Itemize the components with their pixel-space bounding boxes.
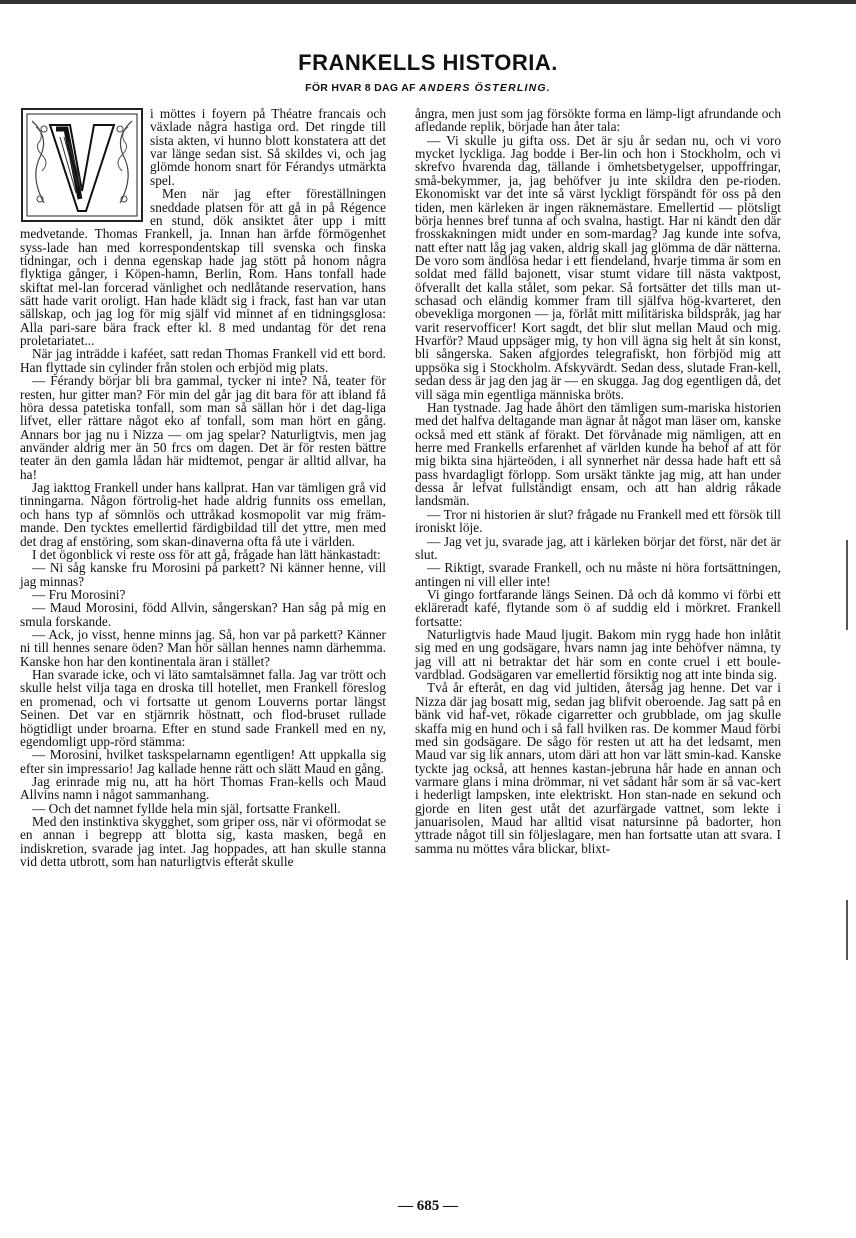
paragraph: ångra, men just som jag försökte forma en lämp-ligt afrundande och afledande replik, började han åter tala: bbox=[415, 106, 781, 135]
top-rule bbox=[0, 0, 856, 4]
paragraph: — Riktigt, svarade Frankell, och nu måste ni höra fortsättningen, antingen ni vill eller inte! bbox=[415, 560, 781, 589]
paragraph: — Férandy börjar bli bra gammal, tycker ni inte? Nå, teater för resten, hur gitter man? För min del går jag dit bara för att ibland få höra dessa patetiska tonfall, som man så sällan hör i det dag-liga lifvet, eller rättare något eko af tonfall, som man hört en gång. Annars bor jag nu i Nizza — om jag spelar? Naturligtvis, men jag använder aldrig mer än 50 frcs om dagen. Det är för resten bättre teater än den gamla lådan här midtemot, pengar är alltid allvar, ha ha! bbox=[20, 373, 386, 482]
paragraph: Jag iakttog Frankell under hans kallprat. Han var tämligen grå vid tinningarna. Någon förtrolig-het hade aldrig funnits oss emellan, och hans typ af sömnlös och uttråkad kosmopolit var mig främ-mande. Den tycktes emellertid färdigbildad till det yttre, men med det drag af enstöring, som skan-dinaverna ofta få ute i världen. bbox=[20, 480, 386, 549]
margin-mark bbox=[846, 540, 848, 630]
paragraph: Jag erinrade mig nu, att ha hört Thomas Fran-kells och Maud Allvins namn i något sammanhang. bbox=[20, 773, 386, 803]
paragraph: — Morosini, hvilket taskspelarnamn egentligen! Att uppkalla sig efter sin impressario! Jag kallade henne rätt och slätt Maud en gång. bbox=[20, 747, 386, 776]
paragraph: Två år efteråt, en dag vid jultiden, återsåg jag henne. Det var i Nizza där jag bosatt mig, sedan jag blifvit oberoende. Jag satt på en bänk vid haf-vet, rökade cigarretter och grubblade, om jag skulle skaffa mig en hund och i så fall hvilken ras. De kommer Maud förbi med sin godsägare. De sågo för resten ut att ha det ledsamt, men Maud var sig lik annars, utom däri att hon var lätt smin-kad. Kanske tyckte jag också, att hennes kastan-jebruna hår hade en annan och varmare glans i mina drömmar, ni vet sådant hår som är så vac-kert i hederligt lampsken, inte elektriskt. Hon stan-nade en sekund och gjorde en liten gest utåt det azurfärgade vattnet, som lekte i januarisolen, Maud har alltid visat natursinne på badorter, hon yttrade något till sin följeslagare, men han fortsatte utan att svara. I samma nu möttes våra blickar, blixt- bbox=[415, 680, 781, 856]
paragraph: — Tror ni historien är slut? frågade nu Frankell med ett försök till ironiskt löje. bbox=[415, 506, 781, 536]
author-name: ANDERS ÖSTERLING. bbox=[419, 82, 551, 94]
paragraph: Vi gingo fortfarande längs Seinen. Då och då kommo vi förbi ett ekläreradt kafé, flytande som ö af suddig eld i mörkret. Frankell fortsatte: bbox=[415, 586, 781, 629]
paragraph: Men när jag efter föreställningen sneddade platsen för att gå in på Régence en stund, dök ansiktet åter upp i mitt medvetande. Thomas Frankell, ja. Innan han ärfde förmögenhet syss-lade han med korrespondentskap till svenska och finska tidningar, och i denna egenskap hade jag stött på honom några flyktiga gånger, i Köpen-hamn, Berlin, Rom. Hans tonfall hade skiftat mel-lan forcerad vänlighet och nedlåtande reservation, hans sätt hade varit oroligt. Han hade klädt sig i frack, fast han var utan sällskap, och jag log för mig själf vid minnet af en tidningsglosa: Alla pari-sare bära frack efter kl. 8 med undantag för det rena proletariatet... bbox=[20, 186, 386, 349]
paragraph: i möttes i foyern på Théatre francais och växlade några hastiga ord. Det ringde till sista akten, vi hunno blott konstatera att det var länge sedan sist. Så skildes vi, och jag glömde honom snart för Férandys utmärkta spel. bbox=[150, 106, 386, 188]
paragraph: Naturligtvis hade Maud ljugit. Bakom min rygg hade hon inlåtit sig med en ung godsägare, hvars namn jag inte behöfver nämna, ty jag vill att ni betraktar det här som en conte cruel i ett boule-vardblad. Godsägaren var emellertid försiktig nog att inte binda sig. bbox=[415, 627, 781, 683]
dropcap-v-ornament bbox=[20, 107, 144, 223]
article-title: FRANKELLS HISTORIA. bbox=[298, 50, 558, 75]
paragraph: Han tystnade. Jag hade åhört den tämligen sum-mariska historien med det halfva deltagande man ägnar åt något man läser om, kanske också med ett stänk af förakt. Det förvånade mig nämligen, att en herre med Frankells erfarenhet af världen kunde ha behof af att för mig bikta sina hjärteöden, i all synnerhet när dessa hade haft ett så pass hvardagligt förlopp. Som ursäkt tänkte jag mig, att han under dessa år lefvat fullständigt ensam, och att han aldrig råkade landsmän. bbox=[415, 399, 781, 509]
paragraph: — Ack, jo visst, henne minns jag. Så, hon var på parkett? Känner ni till hennes senare öden? Man hör sällan hennes namn därhemma. Kanske hon har den kontinentala äran i stället? bbox=[20, 627, 386, 669]
paragraph: — Och det namnet fyllde hela min själ, fortsatte Frankell. bbox=[32, 800, 341, 816]
paragraph: — Fru Morosini? bbox=[32, 586, 126, 602]
paragraph: Han svarade icke, och vi läto samtalsämnet falla. Jag var trött och skulle helst vilja taga en droska till hotellet, men Frankell föreslog en promenad, och vi fortsatte ut genom Louverns portar längst Seinen. Det var en stjärnrik höstnatt, och flod-bruset rullade högtidligt under broarna. Efter en stund sade Frankell med en ny, egendomligt upp-rörd stämma: bbox=[20, 667, 386, 749]
paragraph: Med den instinktiva skygghet, som griper oss, när vi oförmodat se en annan i begrepp att blotta sig, kasta masken, begå en indiskretion, svarade jag intet. Jag hoppades, att han skulle stanna vid detta utbrott, som han naturligtvis efteråt skulle bbox=[20, 814, 386, 870]
paragraph: — Ni såg kanske fru Morosini på parkett? Ni känner henne, vill jag minnas? bbox=[20, 560, 386, 589]
paragraph: När jag inträdde i kaféet, satt redan Thomas Frankell vid ett bord. Han flyttade sin cylinder från stolen och erbjöd mig plats. bbox=[20, 346, 386, 375]
byline-prefix: FÖR HVAR 8 DAG AF bbox=[305, 82, 416, 94]
right-column bbox=[415, 107, 781, 855]
margin-mark bbox=[846, 900, 848, 960]
page-number: — 685 — bbox=[398, 1198, 458, 1214]
paragraph: — Vi skulle ju gifta oss. Det är sju år sedan nu, och vi voro mycket lyckliga. Jag bodde i Ber-lin och hon i Stockholm, och vi skrefvo hvarenda dag, tällande i ömhetsbetygelser, uppoffringar, små-bekymmer, ja, jag behöfver ju inte skildra den pe-rioden. Ekonomiskt var det inte så värst lyckligt förspändt för oss på den tiden, men kärleken är ingen räknemästare. Emellertid — plötsligt börja hennes bref tunna af och svalna, hastigt. Har ni kändt den där frosskakningen midt under en som-mardag? Jag kunde inte sofva, natt efter natt låg jag vaken, aldrig skall jag glömma de där nätterna. De voro som ändlösa hedar i ett fiendeland, hvarje timma är som en soldat med fälld bajonett, visar stumt vidare till nästa vaktpost, öfverallt det kalla stålet, som pekar. Så fortsätter det tills man ut-schasad och eländig kommer fram till själfva hög-kvarteret, den obevekliga morgonen — ja, förlåt mitt militäriska bildspråk, jag har varit reservofficer! Kort sagdt, det blir slut mellan Maud och mig. Hvarför? Maud uppsäger mig, ty hon vill ägna sig helt åt sin konst, bli sångerska. Saken afgjordes telegrafiskt, hon förbjöd mig att uppsöka sig i Stockholm. Afskyvärdt. Sedan dess, slutade Fran-kell, sedan dess är jag den jag är — en skugga. Jag dog egentligen då, det vill säga min egentliga människa bröts. bbox=[415, 132, 781, 402]
paragraph: — Maud Morosini, född Allvin, sångerskan? Han såg på mig en smula forskande. bbox=[20, 600, 386, 629]
article-byline bbox=[0, 82, 856, 94]
left-column bbox=[20, 107, 386, 868]
paragraph: — Jag vet ju, svarade jag, att i kärleken börjar det först, när det är slut. bbox=[415, 533, 781, 562]
paragraph: I det ögonblick vi reste oss för att gå, frågade han lätt hänkastadt: bbox=[32, 546, 381, 562]
